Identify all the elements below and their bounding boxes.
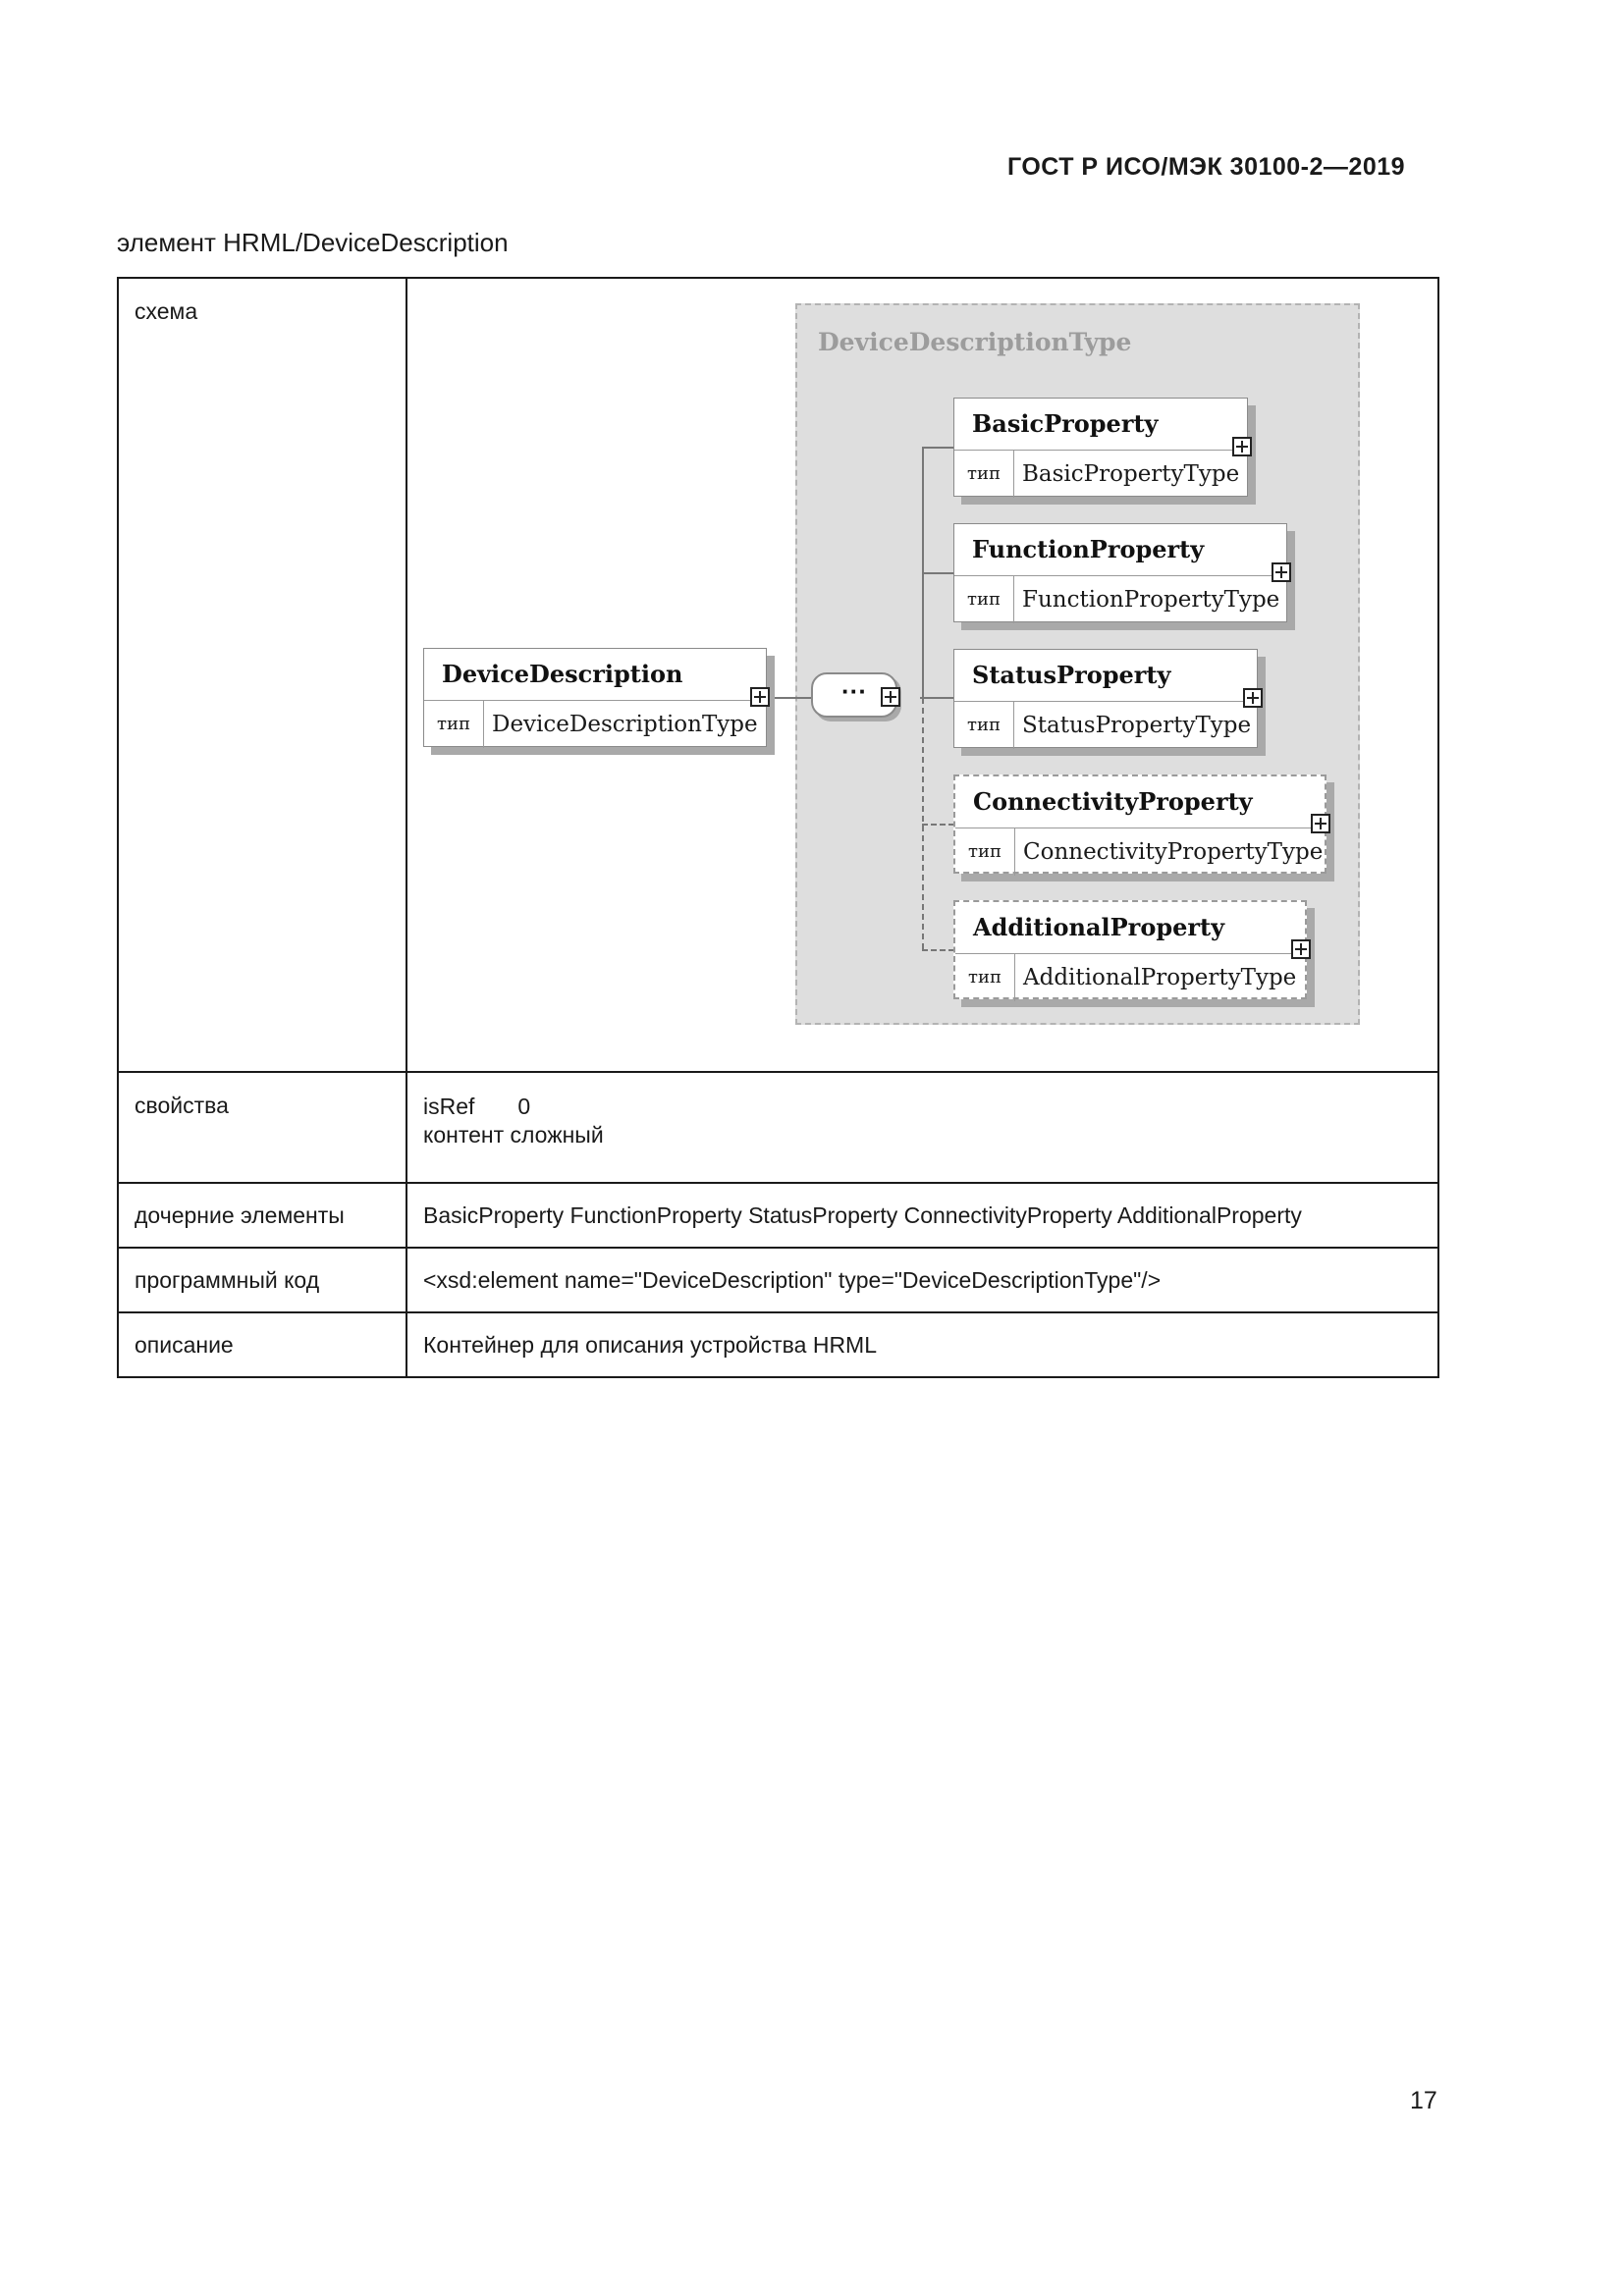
- description-value: Контейнер для описания устройства HRML: [406, 1312, 1438, 1377]
- page-number: 17: [1410, 2087, 1437, 2114]
- table-row: [118, 278, 1438, 1072]
- type-keyword: тип: [954, 576, 1014, 623]
- child-element-node: [953, 398, 1248, 497]
- element-name: AdditionalProperty: [955, 902, 1305, 954]
- element-type: FunctionPropertyType: [1022, 587, 1280, 613]
- expand-plus-icon[interactable]: [881, 687, 900, 707]
- expand-plus-icon[interactable]: [750, 687, 770, 707]
- table-row: [118, 1183, 1438, 1248]
- element-name: DeviceDescription: [424, 649, 766, 701]
- child-element-node-optional: [953, 900, 1307, 999]
- element-type: ConnectivityPropertyType: [1023, 839, 1324, 865]
- table-row: [118, 1248, 1438, 1312]
- sequence-type-name: DeviceDescriptionType: [818, 328, 1132, 356]
- root-element-node: [423, 648, 767, 747]
- code-value: <xsd:element name="DeviceDescription" type="DeviceDescriptionType"/>: [406, 1248, 1438, 1312]
- table-row: [118, 1312, 1438, 1377]
- isref-label: isRef: [423, 1094, 475, 1119]
- description-label: описание: [118, 1312, 406, 1377]
- element-type: BasicPropertyType: [1022, 461, 1240, 487]
- expand-plus-icon[interactable]: [1311, 814, 1330, 833]
- children-value: BasicProperty FunctionProperty StatusProperty ConnectivityProperty AdditionalProperty: [406, 1183, 1438, 1248]
- isref-value: 0: [517, 1094, 531, 1119]
- expand-plus-icon[interactable]: [1272, 562, 1291, 582]
- schema-diagram: [406, 278, 1438, 1072]
- element-type: AdditionalPropertyType: [1023, 965, 1297, 990]
- expand-plus-icon[interactable]: [1243, 688, 1263, 708]
- content-type: контент сложный: [423, 1122, 604, 1148]
- type-keyword: тип: [954, 702, 1014, 749]
- element-spec-table: [117, 277, 1439, 1378]
- element-name: ConnectivityProperty: [955, 776, 1325, 828]
- expand-plus-icon[interactable]: [1232, 437, 1252, 456]
- child-element-node-optional: [953, 774, 1326, 874]
- properties-value: [406, 1072, 1438, 1183]
- type-keyword: тип: [955, 954, 1015, 1001]
- expand-plus-icon[interactable]: [1291, 939, 1311, 959]
- properties-label: свойства: [118, 1072, 406, 1183]
- child-element-node: [953, 649, 1258, 748]
- type-keyword: тип: [954, 451, 1014, 498]
- element-name: BasicProperty: [954, 399, 1247, 451]
- element-name: FunctionProperty: [954, 524, 1286, 576]
- table-row: [118, 1072, 1438, 1183]
- code-label: программный код: [118, 1248, 406, 1312]
- element-title: элемент HRML/DeviceDescription: [117, 228, 509, 257]
- element-name: StatusProperty: [954, 650, 1257, 702]
- sequence-compositor-icon: ···: [811, 672, 897, 718]
- element-type: DeviceDescriptionType: [492, 712, 758, 737]
- type-keyword: тип: [955, 828, 1015, 876]
- children-label: дочерние элементы: [118, 1183, 406, 1248]
- type-keyword: тип: [424, 701, 484, 748]
- child-element-node: [953, 523, 1287, 622]
- scheme-label: схема: [118, 278, 406, 1072]
- standard-header: ГОСТ Р ИСО/МЭК 30100-2—2019: [1007, 153, 1406, 181]
- element-type: StatusPropertyType: [1022, 713, 1252, 738]
